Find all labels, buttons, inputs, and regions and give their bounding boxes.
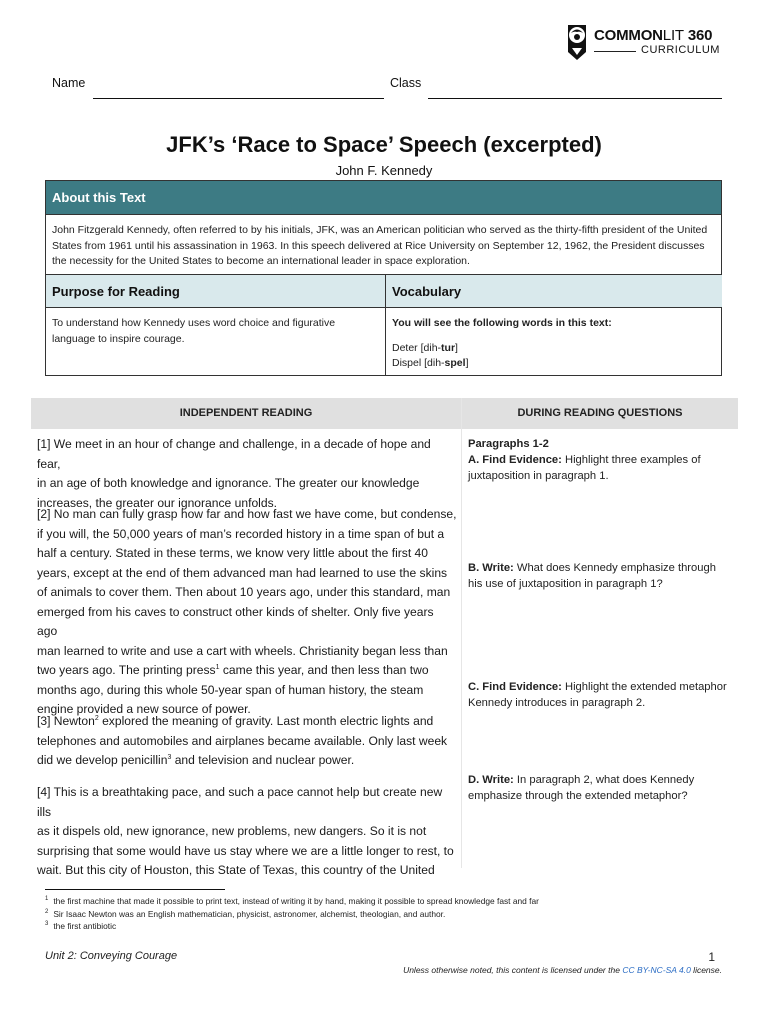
page-number: 1 bbox=[708, 950, 715, 964]
about-heading: About this Text bbox=[46, 181, 721, 214]
commonlit-badge-icon bbox=[562, 22, 592, 62]
paragraphs-section-label: Paragraphs 1-2 bbox=[468, 438, 549, 450]
question-c: C. Find Evidence: Highlight the extended metaphor Kennedy introduces in paragraph 2. bbox=[468, 681, 727, 709]
commonlit-logo bbox=[562, 22, 732, 62]
logo-wordmark: COMMONLIT 360 bbox=[594, 27, 713, 44]
page-title: JFK’s ‘Race to Space’ Speech (excerpted) bbox=[166, 132, 602, 157]
about-text-box bbox=[45, 180, 722, 376]
during-reading-questions-heading: DURING READING QUESTIONS bbox=[517, 407, 683, 419]
question-b: B. Write: What does Kennedy emphasize through his use of juxtaposition in paragraph 1? bbox=[468, 562, 716, 590]
question-a: Paragraphs 1-2 A. Find Evidence: Highlight three examples of juxtaposition in paragraph 1. bbox=[468, 438, 701, 482]
independent-reading-heading: INDEPENDENT READING bbox=[179, 407, 313, 419]
name-field[interactable] bbox=[93, 98, 384, 99]
footnote-1: $^1$ the first machine that made it possible to print text, instead of writing it by hand, making it possible to spread knowledge fast and far bbox=[45, 896, 539, 906]
license-link[interactable]: CC BY-NC-SA 4.0 bbox=[622, 965, 691, 975]
purpose-body: To understand how Kennedy uses word choice and figurative language to inspire courage. bbox=[52, 317, 336, 345]
footnote-2: $^2$ Sir Isaac Newton was an English mathematician, physicist, astronomer, alchemist, theologian, and author. bbox=[45, 909, 446, 919]
class-field[interactable] bbox=[428, 98, 722, 99]
vocabulary-body bbox=[386, 308, 716, 372]
unit-label: Unit 2: Conveying Courage bbox=[45, 950, 178, 962]
footnote-ref-3: 3 bbox=[167, 753, 172, 761]
paragraph-1: [1] We meet in an hour of change and challenge, in a decade of hope and fear, in an age of both knowledge and ignorance. The greater our knowledge increases, the greater our ignorance unfolds. bbox=[37, 437, 431, 510]
question-d: D. Write: In paragraph 2, what does Kennedy emphasize through the extended metaphor? bbox=[468, 774, 695, 802]
purpose-heading: Purpose for Reading bbox=[46, 274, 385, 308]
footnote-ref-1: 1 bbox=[215, 663, 220, 671]
box-column-divider bbox=[385, 274, 386, 376]
paragraph-4: [4] This is a breathtaking pace, and such a pace cannot help but create new ills as it dispels old, new ignorance, new problems, new dangers. So it is not surprising that some would have us stay where we are a little longer to rest, to wait. But this city of Houston, this State of Texas, this country of the United bbox=[37, 785, 454, 877]
class-label: Class bbox=[390, 76, 422, 90]
footnote-3: $^3$ the first antibiotic bbox=[45, 921, 117, 931]
vocabulary-heading: Vocabulary bbox=[385, 274, 722, 308]
reading-column-divider bbox=[461, 398, 462, 868]
about-body: John Fitzgerald Kennedy, often referred to by his initials, JFK, was an American politician who served as the thirty-fifth president of the United States from 1961 until his assassination in 1963. In this speech delivered at Rice University on September 12, 1962, the President discusses the necessity for the United States to become an international leader in space exploration. bbox=[46, 214, 721, 274]
author-name: John F. Kennedy bbox=[335, 163, 433, 178]
vocab-item-deter: Deter [dih-tur] bbox=[392, 341, 458, 354]
vocab-item-dispel: Dispel [dih-spel] bbox=[392, 357, 469, 369]
logo-subtitle: CURRICULUM bbox=[641, 44, 720, 56]
name-label: Name bbox=[52, 76, 86, 90]
paragraph-2: [2] No man can fully grasp how far and how fast we have come, but condense, if you will, the 50,000 years of man’s recorded history in a time span of but a half a century. Stated in these terms, we know very little about the first 40 years, except at the end of them advanced man had learned to use the skins of animals to cover them. Then about 10 years ago, under this standard, man emerged from his caves to construct other kinds of shelter. Only five years ago man learned to write and use a cart with wheels. Christianity began less than two years ago. The printing press$^1$ came this year, and then less than two months ago, during this whole 50-year span of human history, the steam engine provided a new source of power. bbox=[37, 507, 457, 716]
license-notice: Unless otherwise noted, this content is licensed under the CC BY-NC-SA 4.0 license. bbox=[403, 965, 722, 975]
footnote-divider bbox=[45, 889, 225, 890]
vocabulary-intro: You will see the following words in this text: bbox=[392, 317, 612, 329]
paragraph-3: [3] Newton$^2$ explored the meaning of gravity. Last month electric lights and telephones and automobiles and airplanes became available. Only last week did we develop penicillin$^3$ and television and nuclear power. bbox=[37, 714, 448, 767]
footnote-ref-2: 2 bbox=[94, 714, 99, 722]
logo-divider bbox=[594, 51, 636, 52]
